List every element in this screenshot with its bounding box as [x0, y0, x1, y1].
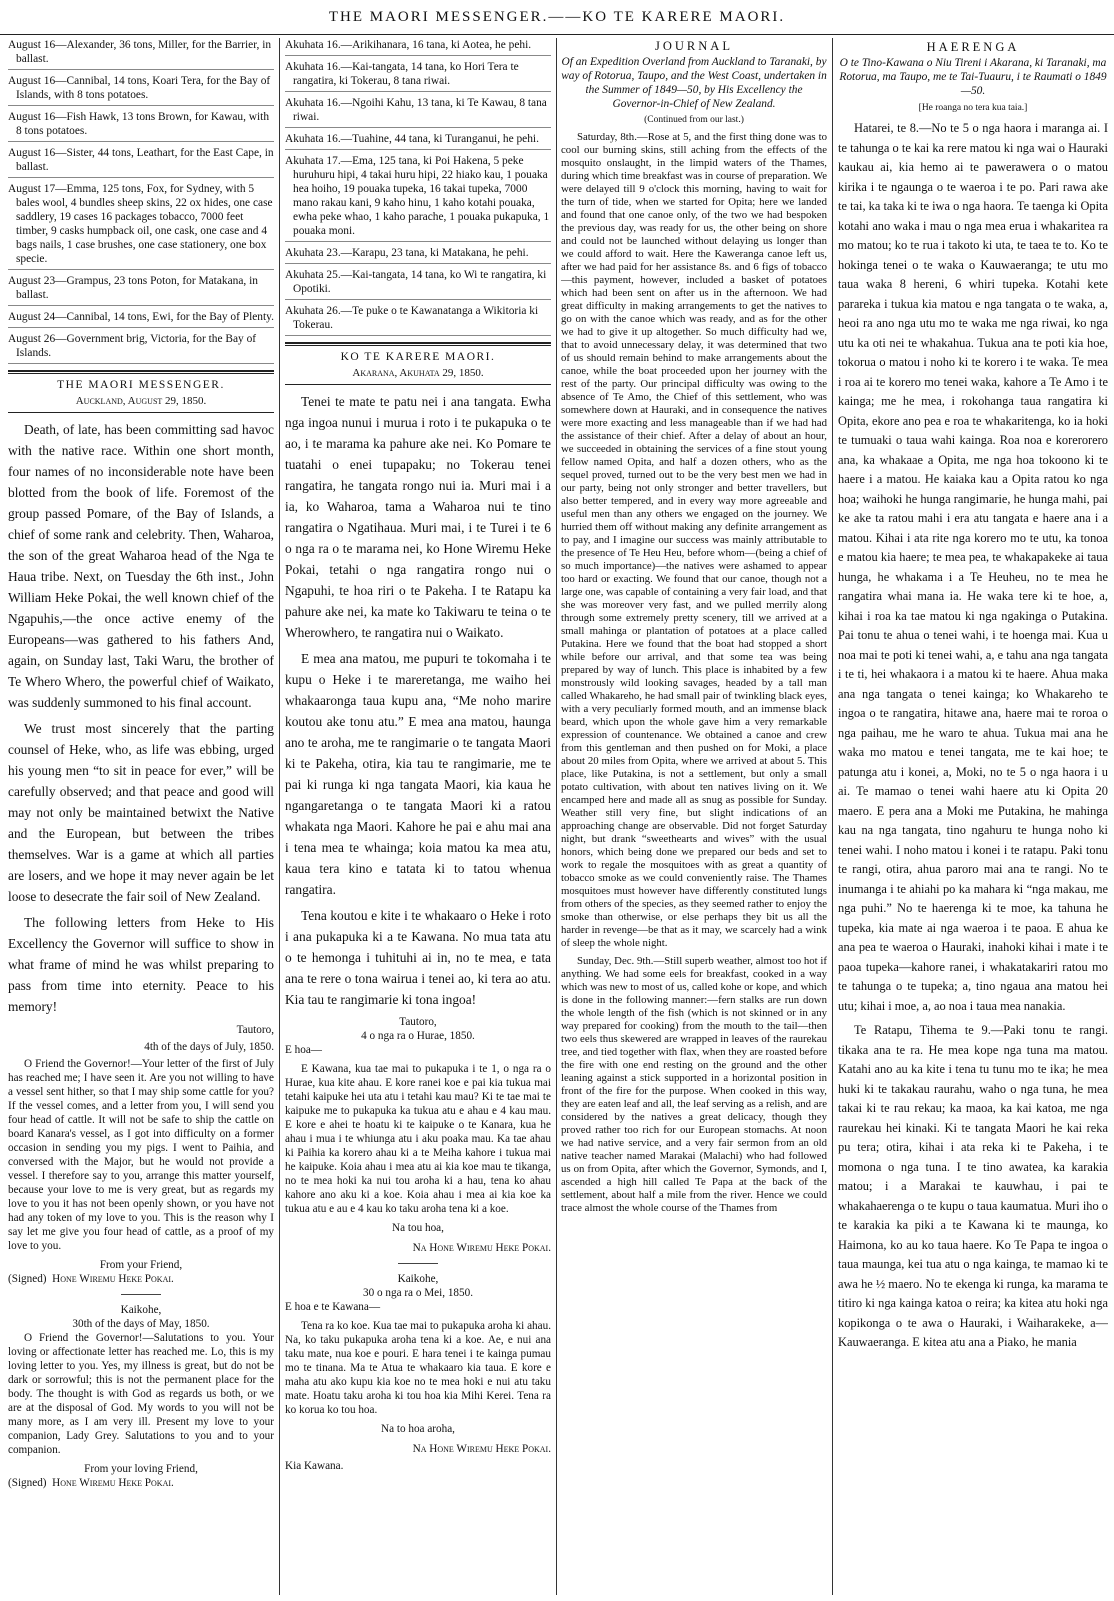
shipping-entry: August 16—Cannibal, 14 tons, Koari Tera, for the Bay of Islands, with 8 tons potatoes.: [8, 74, 274, 106]
shipping-entry: Akuhata 23.—Karapu, 23 tana, ki Matakana, he pehi.: [285, 246, 551, 264]
paragraph: Hatarei, te 8.—No te 5 o nga haora i maranga ai. I te tahunga o te kai ka rere matou ki nga wai o Hauraki kaukau ai, kia hemo ai te pawerawera o o matou kirika i te ngaunga o te waeroa i te po. Pari rawa ake te tai, ka taka ki te iwa o nga haora. Te taenga ki Opita kotahi ano waka i mau o nga mea erua i whakaritea ra mo matou; ko te rua i takoto ki uta, te taea te to. Ko te hokinga tenei o te waka o Kauwaeranga; te utu mo taua waka 8 hereni, 6 whiri tupeka. Kotahi kete parareka i tukua kia matou e nga tangata o te waka, a, heoi ra ano nga utu mo te waka me nga riwai, ko nga utu ka oti nei te whakahua. Tukua ana te poti kia hoe, tokorua o matou i noho ki te korero i te waka. Te mea i roa ai te korero mo tenei waka, kahore a Te Amo i te kainga; me he mea, i rokohanga taua rangatira ki Opita, ekore ano pea e roa te whakaritenga, ko ia hoki te tumuaki o taua wahi kainga. Roa noa e korerorero ana, ka whakaae a Opita, me nga hoa tokoono ki te haere i a matou. He kaiaka kau a Opita ratou ko nga hoa; waihoki he hunga rangimarie, he hunga mahi, pai ke ake ta ratou mahi i era atu tangata e haere ana i a matou. Kihai i ata rite nga korero mo te utu, ka tonoa e matou kia haere; te mea pea, te whakapakeke ai taua hunga, he whakama i a Te Heuheu, no te mea he rangatira whai mana ia. He waka tere ki te hoe, a, kihai i roa ka tae matou ki nga ngakinga o Putakina. Pai tonu te ahua o tenei wahi, i te hoenga mai. Kua u noa mai te poti ki tenei wahi, a, e tahu ana nga tangata i te ti, hei whakaora i a matou ki te haere. Ahua maka ana nga tangata o tenei kainga; ko Whakareho te ingoa o te rangatira, hitawe ana, haere mai te roroa o nga paihau, me he waro te ahua. Tukua mai ana he waka mo matou e tenei tangata, me te kai hoe; te patunga atu i konei, a, Moki, no te 5 o nga haora i u ai. Te mamao o tenei wahi haere atu ki Opita 20 maero. E pera ana a Moki me Putakina, he mahinga kau na nga tangata, tino ngahuru te hunga noho ki tenei wahi. I noho matou i konei i te ratapu. Paki tonu te rangi, otira, ahua paroro mai ana te rangi. No te inumanga i te ahiahi po ka mahara ki “nga makau, me nga puhi.” No te haerenga ki te moe, ka tahuna he tupeka, kia mate ai nga waeroa i te paoa. E ahua ke ana pea te waeroa o Hauraki, inahoki kihai i mate i te paoa tupeka—kahore ranei, i whakatakariri ratou mo te tahunga o te tupeka; a, tino ngaua ana matou hei utu; kihai i moe, a, ao noa i taua mea nanakia.: [838, 121, 1108, 1013]
shipping-entry: Akuhata 17.—Ema, 125 tana, ki Poi Hakena, 5 peke huruhuru hipi, 4 takai huru hipi, 22 hiako kau, 1 pouaka hea hoiho, 19 pouaka tupeka, 16 takai tupeka, 7000 mano rakau kani, 9 kaho hinu, 1 kaho kotahi pouaka, ewha peke whao, 1 kaho parache, 1 pouaka pukapuka, 1 pouaka moni.: [285, 154, 551, 242]
letter-closing: From your loving Friend,: [84, 1463, 198, 1475]
paragraph: Te Ratapu, Tihema te 9.—Paki tonu te rangi. tikaka ana te ra. He mea kope nga tuna ma matou. Katahi ano au ka kite i tena tu tunu mo te ika; he mea huki ki te takakau raurahu, waho o nga tuna, he mea takai ki te rau rekau; ka maoa, ka kai katoa, me nga raurekau hei kinaki. Ki te tangata Maori he kai reka pu tera; otira, kihai i ata reka ki te Pakeha, i te momona o nga tuna. I te tino awatea, ka karakia matou; i a Marakai te kauwhau, i pai te whakahaerenga o te kupu o taua kaumatua. Muri iho o te karakia ka piki a te Kawana ki te maunga, ko Haimona, ko au ko taua haere. Ko Te Papa te ingoa o taua maunga, kei tua atu o nga kainga, te mamao ki te awa he ½ maero. No te ekenga ki runga, ka marama te titiro ki nga kainga katoa o reira; ka kitea atu hoki nga kopikonga o te awa o Hauraki, i Waiharakeke, a— Kauwaeranga. E kitea atu ana a Piako, he mania: [838, 1023, 1108, 1349]
shipping-entry: Akuhata 16.—Ngoihi Kahu, 13 tana, ki Te Kawau, 8 tana riwai.: [285, 96, 551, 128]
paragraph: Sunday, Dec. 9th.—Still superb weather, almost too hot if anything. We had some eels for breakfast, cooked in a way which was new to most of us, called kohe or kope, and which is done in the following manner:—fern stalks are run down the whole length of the fish (which is not skinned or in any way prepared for cooking) from the mouth to the tail—then two eels thus skewered are wrapped in leaves of the raurekau tree, and tied together with flax, when they are roasted before the fire with one end resting on the ground and the other leaning against a stick supported in a horizontal position in front of the fire for the purpose. When cooked in this way, they are eaten leaf and all, the leaf serving as a relish, and are considered by the natives a great delicacy, though they proved rather too rich for our European stomachs. At noon we had native service, and a very fair sermon from an old native teacher named Marakai (Malachi) who had followed us on from Opita, after which the Governor, Symonds, and I, ascended a high hill called Te Papa at the back of the settlement, about half a mile from the river. Hence we could trace almost the whole course of the Thames from: [561, 955, 827, 1214]
letter-greeting: E hoa e te Kawana—: [285, 1301, 381, 1313]
letter-body: E Kawana, kua tae mai to pukapuka i te 1, o nga ra o Hurae, kua kite ahau. E kore ranei koe e pai kia tukua mai tetahi kaipuke hei uta atu i tetahi kau mau? Ki te tae mai te kaipuke me to pukapuka ka tukua atu e ahau e 4 kau mau. E kore e ahei te hoatu ki te kaipuke o te Kanara, kua he ahau i mua i te whiunga atu i aku poaka mau. Ka tae ahau ki Paihia ka korero ahau ki a te Meiha kahore i tukua mai he kaipuke. Koia ahau i mea atu ai kia koe mau te tikanga, no te mea hoki ka nui tou aroha ki a hau, tena ko ahau kahore ano aku ki a koe. Koia ahau i mea ai kia koe ka tukua atu e au e 4 kau ko taku aroha tena ki a koe.: [285, 1063, 551, 1215]
letter-signature: (Signed) Hone Wiremu Heke Pokai.: [8, 1273, 174, 1285]
letter-signature: Na Hone Wiremu Heke Pokai.: [412, 1443, 551, 1455]
letter-place: Kaikohe,: [397, 1273, 439, 1285]
letter-date: 4th of the days of July, 1850.: [144, 1041, 274, 1053]
letter-date: 30th of the days of May, 1850.: [72, 1318, 210, 1330]
paragraph: The following letters from Heke to His Excellency the Governor will suffice to show in what frame of mind he was whilst preparing to pass from time into eternity. Peace to his memory!: [8, 915, 274, 1014]
journal-body: [561, 131, 827, 1215]
letter-english-2: [8, 1303, 274, 1490]
shipping-entry: Akuhata 16.—Tuahine, 44 tana, ki Turanganui, he pehi.: [285, 132, 551, 150]
shipping-entry: August 17—Emma, 125 tons, Fox, for Sydney, with 5 bales wool, 4 bundles sheep skins, 22 ox hides, one case saddlery, 19 cases 16 packages tobacco, 7000 feet timber, 9 casks humpback oil, one cask, one case and 4 bags nails, 1 case brushes, one case stationery, one box specie.: [8, 182, 274, 270]
paper-date-english: Auckland, August 29, 1850.: [8, 394, 274, 413]
paper-date-maori: Akarana, Akuhata 29, 1850.: [285, 366, 551, 385]
letter-place: Kaikohe,: [120, 1304, 162, 1316]
letter-body: O Friend the Governor!—Salutations to you. Your loving or affectionate letter has reached me. Lo, this is my loving letter to you. Yes, my illness is great, but do not be dark or sorrowful; this is not the permanent place for the body. The thought is with God as regards us both, or we are at the disposal of God. My words to you will not be many more, as I am very ill. Present my love to your companion, Lady Grey. Salutations to you and to your companion.: [8, 1332, 274, 1456]
paragraph: Tenei te mate te patu nei i ana tangata. Ewha nga ingoa nunui i murua i roto i te pukapuka o te ao, i te marama ka pahure ake nei. Ko Pomare te tuatahi o enei tupapaku; no Tokerau tenei rangatira, he tangata rongo nui ia. Muri mai i a ia, ko Waharoa, tama a Waharoa nui te tino rangatira o Ngatihaua. Muri mai, i te Turei i te 6 o nga ra o te marama nei, ko Hone Wiremu Heke Pokai, tetahi o nga rangatira rongo nui o Ngapuhi, te hoa riri o te Pakeha. I te Ratapu ka pahure ake nei, ka mate ko Takiwaru te teina o te Wherowhero, te rangatira nui o Waikato.: [285, 394, 551, 640]
journal-title: JOURNAL: [655, 39, 733, 53]
column-haerenga: [838, 38, 1108, 1595]
paragraph: Tena koutou e kite i te whakaaro o Heke i roto i ana pukapuka ki a te Kawana. No mua tata atu o te hemonga i tuhituhi ai in, no te mea, e tata ana te rere o tona wairua i tenei ao, ki tera ao atu. Kia tau te rangimarie ki tona ingoa!: [285, 908, 551, 1007]
letter-place: Tautoro,: [399, 1016, 437, 1028]
shipping-entry: August 16—Fish Hawk, 13 tons Brown, for Kawau, with 8 tons potatoes.: [8, 110, 274, 142]
letter-closing: Na tou hoa,: [392, 1222, 444, 1234]
shipping-entry: Akuhata 26.—Te puke o te Kawanatanga a Wikitoria ki Tokerau.: [285, 304, 551, 336]
shipping-entry: August 16—Sister, 44 tons, Leathart, for the East Cape, in ballast.: [8, 146, 274, 178]
paragraph: Death, of late, has been committing sad havoc with the native race. Within one short month, four names of no inconsiderable note have been blotted from the book of life. Foremost of the group passed Pomare, of the Bay of Islands, a chief of some rank and celebrity. Then, Waharoa, the son of the great Waharoa head of the Nga te Haua tribe. Next, on Tuesday the 6th inst., John William Heke Pokai, the well known chief of the Ngapuhis,—the once active enemy of the Europeans—was gathered to his fathers And, again, on Sunday last, Taki Waru, the brother of Te Whero Whero, the powerful chief of Waikato, was suddenly summoned to his final account.: [8, 422, 274, 710]
column-maori: [285, 38, 551, 1595]
editorial-maori: [285, 391, 551, 1010]
shipping-list-maori: [285, 38, 551, 336]
letter-signature: Na Hone Wiremu Heke Pokai.: [412, 1242, 551, 1254]
letter-english-1: [8, 1023, 274, 1286]
letter-date: 4 o nga ra o Hurae, 1850.: [361, 1030, 475, 1042]
letter-tail: Kia Kawana.: [285, 1460, 344, 1472]
haerenga-body: [838, 119, 1108, 1353]
paper-title-maori: KO TE KARERE MAORI.: [340, 351, 496, 363]
haerenga-continued: [He roanga no tera kua taia.]: [918, 103, 1028, 113]
shipping-entry: Akuhata 16.—Arikihanara, 16 tana, ki Aotea, he pehi.: [285, 38, 551, 56]
letter-place: Tautoro,: [236, 1024, 274, 1036]
letter-date: 30 o nga ra o Mei, 1850.: [363, 1287, 473, 1299]
paper-title-english: THE MAORI MESSENGER.: [57, 379, 225, 391]
paragraph: Saturday, 8th.—Rose at 5, and the first thing done was to cool our burning skins, still aching from the effects of the mosquito onslaught, in the limpid waters of the Thames, during which time breakfast was in course of preparation. We were delayed till 9 o'clock this morning, having to wait for the turn of tide, when we started for Opita; here we landed and found that one canoe only, of the two we had bespoken the previous day, was ready for us, the other being on shore and could not be launched without delaying us longer than we could afford to wait. Here the Kaweranga canoe left us, after we had paid for her assistance 8s. and 6 figs of tobacco—this payment, however, included a basket of potatoes which had been sent on after us in the afternoon. We had great difficulty in making arrangements to get the natives to go on with the canoe which was ready, and as for the other we had to give it up altogether. So much difficulty had we, that to avoid unnecessary delay, it was determined that two of us should remain behind to make arrangements about the canoe, while the boat proceeded upon her journey with the rest of the party. Our principal difficulty was owing to the absence of Te Amo, the Chief of this settlement, who was somewhere down at Hauraki, and in consequence the natives were more exacting and less manageable than if we had had the assistance of their chief. After a delay of about an hour, we succeeded in obtaining the services of a fine stout young fellow named Opita, and half a dozen others, who as the sequel proved, turned out to be the very best men we had in our party, being not only stronger and better travellers, but also better tempered, and in every way more agreeable and useful men than any others we engaged on the journey. We hurried them off without making any definite arrangement as to pay, and I imagine our success was mainly attributable to the presence of Te Heu Heu, before whom—(being a chief of so much importance)—the natives were ashamed to appear too hard or exacting. We found that our canoe, though not a large one, was capable of containing a very fair load, and that she was moreover very fast, and we pulled merrily along through some extremely pretty scenery, till we arrived at a small mahinga or plantation of potatoes at a place called Putakina. Here we found that the boat had stopped a short while before our arrival, and that some tea was being prepared by way of lunch. This place is inhabited by a few monstrously wild looking savages, headed by a tall man called Whakareho, he had small pair of twinkling black eyes, with a very peculiarly formed mouth, and an immense black beard, which upon the whole gave him a very remarkable expression of countenance. We obtained a canoe and crew from this gentleman and then pushed on for Moki, a place about 20 miles from Opita, where we arrived at about 5. This place, like Putakina, is not a settlement, but only a small potato cultivation, with about ten natives living on it. We encamped here and made all as snug as possible for Sunday. Weather still very fine, but slight indications of an approaching change are observable. Did not forget Saturday night, but drank “sweethearts and wives” with the usual honors, which being done we prepared our beds and set to work to regale the mosquitoes with as great a quantity of tobacco smoke as we could conveniently raise. The Thames mosquitoes must however have differently constituted lungs from others of the species, as they seemed rather to enjoy the smoke than otherwise, or else perhaps they bit us all the harder in revenge—be that as it may, we scarcely had a wink of sleep the whole night.: [561, 131, 827, 949]
letter-maori-1: [285, 1015, 551, 1255]
shipping-entry: Akuhata 25.—Kai-tangata, 14 tana, ko Wi te rangatira, ki Opotiki.: [285, 268, 551, 300]
journal-subtitle: Of an Expedition Overland from Auckland to Taranaki, by way of Rotorua, Taupo, and the West Coast, undertaken in the Summer of 1849—50, by His Excellency the Governor-in-Chief of New Zealand.: [561, 56, 827, 110]
journal-continued: (Continued from our last.): [644, 115, 744, 125]
paragraph: E mea ana matou, me pupuri te tokomaha i te kupu o Heke i te mareretanga, me waiho hei whakaaronga taua kupu ana, “Me noho marire koutou ake tonu atu.” E mea ana matou, haunga ano te aroha, me te rangimarie o te tangata Maori ki te Pakeha, otira, kia tau te rangimarie, me te pai ki runga ki nga tangata Maori, kia kaua he ngangaretanga o te tangata Maori ki a ratou whakata nga Maori. Kahore he pai e ahu mai ana i tena mea te whainga; koia matou ka mea atu, kaua tera kino e tatata ki to tatou whenua rangatira.: [285, 651, 551, 897]
shipping-entry: August 24—Cannibal, 14 tons, Ewi, for the Bay of Plenty.: [8, 310, 274, 328]
shipping-entry: August 16—Alexander, 36 tons, Miller, for the Barrier, in ballast.: [8, 38, 274, 70]
letter-body: O Friend the Governor!—Your letter of the first of July has reached me; I have seen it. Are you not willing to have a vessel sent hither, so that I may ship some cattle for you? If the vessel comes, and a letter from you, I will send you four head of cattle. It will not be safe to ship the cattle on board Kanara's vessel, as I got into difficulty on a former occasion in sending you my pigs. I went to Paihia, and conversed with the Major, but he would not provide a vessel. I therefore say to you, arrange this matter yourself, because your love to me is very great, but as regards my love to you it has not been openly shown, or you have not had any token of my love to you. This is the reason why I say let me give you four head of cattle, as a proof of my love to you.: [8, 1058, 274, 1252]
haerenga-subtitle: O te Tino-Kawana o Niu Tireni i Akarana, ki Taranaki, ma Rotorua, ma Taupo, me te Tai-Tuauru, i te Raumati o 1849—50.: [839, 57, 1107, 97]
letter-closing: Na to hoa aroha,: [381, 1423, 455, 1435]
paragraph: We trust most sincerely that the parting counsel of Heke, who, as life was ebbing, urged his young men “to sit in peace for ever,” will be carefully observed; and that peace and good will may not only be maintained betwixt the Native and the European, but between the tribes themselves. War is a game at which all parties are losers, and we hope it may never again be let loose to desecrate the fair soil of New Zealand.: [8, 721, 274, 904]
shipping-entry: August 26—Government brig, Victoria, for the Bay of Islands.: [8, 332, 274, 364]
letter-greeting: E hoa—: [285, 1044, 322, 1056]
letter-body: Tena ra ko koe. Kua tae mai to pukapuka aroha ki ahau. Na, ko taku pukapuka aroha tena ki a koe. Ae, e nui ana taku mate, nua koe e pouri. E hara tenei i te kainga pumau mo te tinana. Ma te Atua te whakaaro kia taua. E kore e maha atu ako kupu kia koe no te mea hoki e nui atu taku mate. Hoatu taku aroha ki tou hoa kia Mihi Kerei. Tena ra ko korua ko tou hoa.: [285, 1320, 551, 1416]
letter-closing: From your Friend,: [99, 1259, 183, 1271]
letter-maori-2: [285, 1272, 551, 1473]
editorial-english: [8, 419, 274, 1017]
masthead: THE MAORI MESSENGER.——KO TE KARERE MAORI.: [0, 0, 1114, 35]
letter-signature: (Signed) Hone Wiremu Heke Pokai.: [8, 1477, 174, 1489]
haerenga-title: HAERENGA: [926, 40, 1020, 54]
column-journal: [561, 38, 827, 1595]
shipping-entry: Akuhata 16.—Kai-tangata, 14 tana, ko Hori Tera te rangatira, ki Tokerau, 8 tana riwai.: [285, 60, 551, 92]
column-english: [8, 38, 274, 1595]
shipping-entry: August 23—Grampus, 23 tons Poton, for Matakana, in ballast.: [8, 274, 274, 306]
shipping-list-english: [8, 38, 274, 364]
